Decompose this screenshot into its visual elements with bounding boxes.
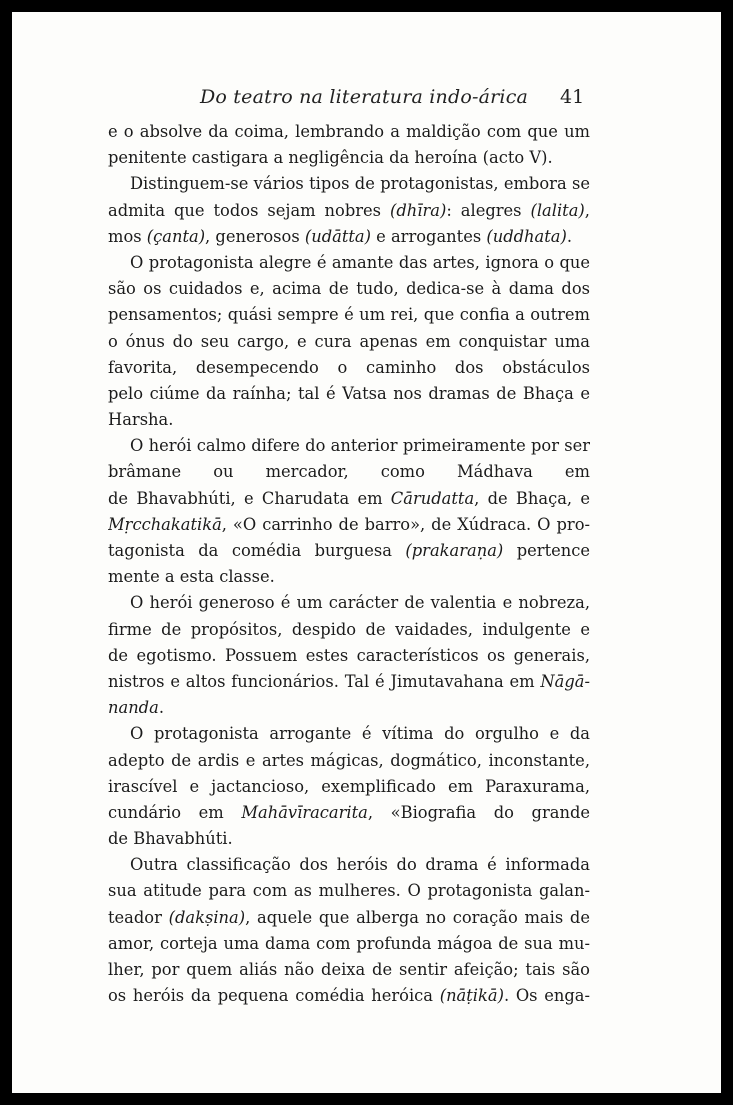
text-line: favorita, desempecendo o caminho dos obstáculos xyxy=(108,357,590,377)
text-line: sua atitude para com as mulheres. O protagonista galan- xyxy=(108,881,590,901)
text-line: firme de propósitos, despido de vaidades, indulgente e xyxy=(108,619,590,639)
text-line: penitente castigara a negligência da heroína (acto V). xyxy=(108,148,553,168)
text-line: irascível e jactancioso, exemplificado em Paraxurama, xyxy=(108,776,590,796)
text-line: de Bhavabhúti, e Charudata em Cārudatta, de Bhaça, e xyxy=(108,488,590,508)
italic-term: (nāṭikā) xyxy=(439,986,504,1006)
text-line: o ónus do seu cargo, e cura apenas em conquistar uma xyxy=(108,331,590,351)
italic-term: Mahāvīracarita xyxy=(241,802,368,822)
text-line: O protagonista alegre é amante das artes, ignora o que xyxy=(130,252,590,272)
text-line: cundário em Mahāvīracarita, «Biografia do grande xyxy=(108,802,590,822)
text-line: teador (dakṣina), aquele que alberga no coração mais de xyxy=(108,907,590,927)
text-line: tagonista da comédia burguesa (prakaraṇa) pertence xyxy=(108,541,590,560)
text-line: adepto de ardis e artes mágicas, dogmático, inconstante, xyxy=(108,750,590,770)
italic-term: Nāgā- xyxy=(540,671,590,691)
italic-term: Cārudatta xyxy=(390,488,475,508)
text-line: admita que todos sejam nobres (dhīra): alegres (lalita), xyxy=(108,200,590,220)
text-line: pensamentos; quási sempre é um rei, que confia a outrem xyxy=(108,305,590,325)
text-line: mos (çanta), generosos (udātta) e arrogantes (uddhata). xyxy=(108,226,573,246)
text-line: O protagonista arrogante é vítima do orgulho e da xyxy=(130,724,590,744)
italic-term: Mṛcchakatikā xyxy=(108,514,222,534)
text-line: amor, corteja uma dama com profunda mágoa de sua mu- xyxy=(108,933,590,953)
text-line: mente a esta classe. xyxy=(108,567,275,587)
text-line: nanda. xyxy=(108,698,164,718)
text-line: Outra classificação dos heróis do drama é informada xyxy=(130,855,590,875)
italic-term: (udātta) xyxy=(304,226,371,246)
text-line: e o absolve da coima, lembrando a maldição com que um xyxy=(108,122,590,141)
italic-term: nanda xyxy=(108,698,159,718)
text-line: Harsha. xyxy=(108,410,174,430)
text-line: Mṛcchakatikā, «O carrinho de barro», de Xúdraca. O pro- xyxy=(108,514,590,534)
text-line: lher, por quem aliás não deixa de sentir afeição; tais são xyxy=(108,960,590,979)
italic-term: (dakṣina) xyxy=(168,907,246,927)
text-line: pelo ciúme da raínha; tal é Vatsa nos dramas de Bhaça e xyxy=(108,383,590,403)
text-line: O herói generoso é um carácter de valentia e nobreza, xyxy=(130,593,590,613)
text-line: de egotismo. Possuem estes característicos os generais, xyxy=(108,645,590,665)
italic-term: (çanta) xyxy=(146,226,206,246)
italic-term: (uddhata) xyxy=(486,226,567,246)
page-number: 41 xyxy=(560,86,585,108)
book-page xyxy=(12,12,721,1093)
text-line: Distinguem-se vários tipos de protagonistas, embora se xyxy=(130,174,590,194)
italic-term: (dhīra) xyxy=(390,200,447,220)
running-header xyxy=(12,86,721,116)
running-title: Do teatro na literatura indo-árica xyxy=(200,86,529,108)
body-text xyxy=(108,119,590,1009)
text-line: nistros e altos funcionários. Tal é Jimutavahana em Nāgā- xyxy=(108,671,590,691)
text-line: os heróis da pequena comédia heróica (nāṭikā). Os enga- xyxy=(108,986,590,1006)
text-line: O herói calmo difere do anterior primeiramente por ser xyxy=(130,436,590,456)
italic-term: (prakaraṇa) xyxy=(405,541,504,560)
text-line: brâmane ou mercador, como Mádhava em xyxy=(108,462,590,482)
italic-term: (lalita) xyxy=(530,200,585,220)
text-line: de Bhavabhúti. xyxy=(108,829,233,849)
text-line: são os cuidados e, acima de tudo, dedica-se à dama dos xyxy=(108,279,590,299)
